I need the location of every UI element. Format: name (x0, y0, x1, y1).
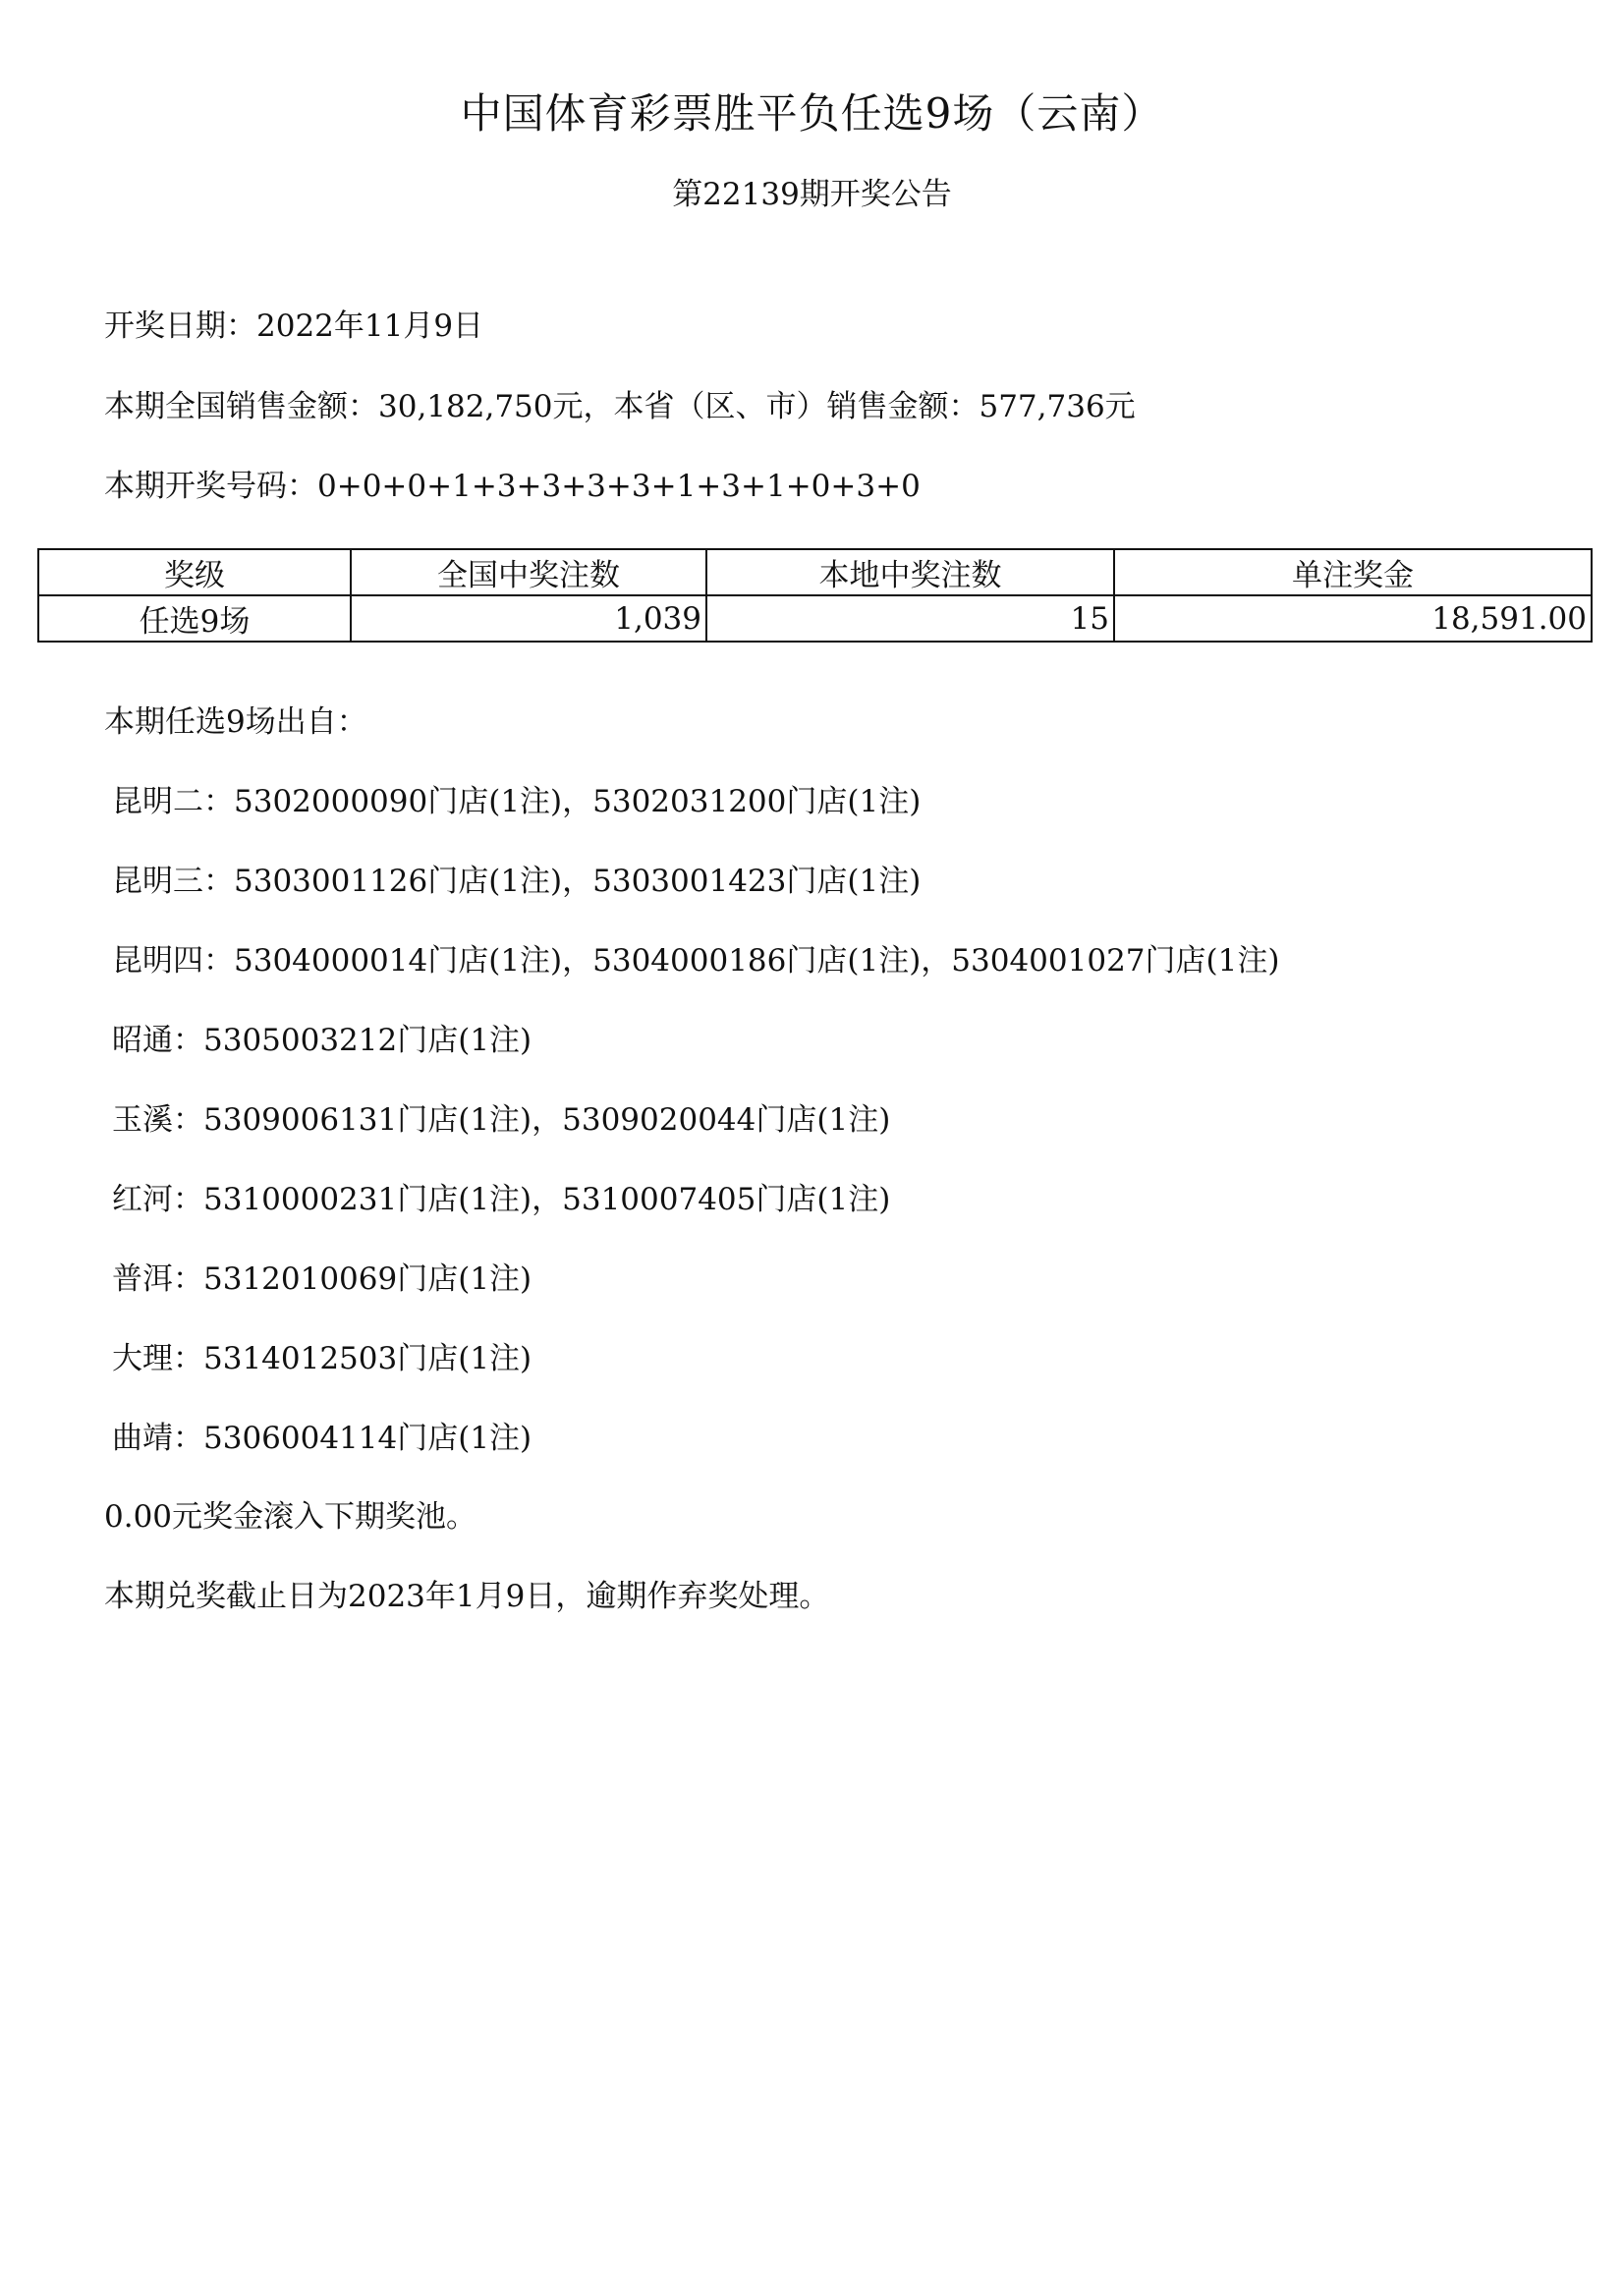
winner-line: 昆明三：5303001126门店(1注)，5303001423门店(1注) (112, 864, 922, 899)
table-row (38, 595, 1592, 642)
winner-line: 曲靖：5306004114门店(1注) (112, 1421, 532, 1456)
header-national-winners: 全国中奖注数 (351, 549, 706, 595)
cell-prize-amount: 18,591.00 (1114, 595, 1592, 642)
header-prize-level: 奖级 (38, 549, 351, 595)
rollover-note: 0.00元奖金滚入下期奖池。 (104, 1499, 477, 1535)
winner-line: 昆明二：5302000090门店(1注)，5302031200门店(1注) (112, 784, 922, 819)
winner-line: 普洱：5312010069门店(1注) (112, 1261, 532, 1297)
winner-line: 玉溪：5309006131门店(1注)，5309020044门店(1注) (112, 1102, 891, 1138)
cell-national-winners: 1,039 (351, 595, 706, 642)
winners-heading: 本期任选9场出自： (104, 704, 367, 740)
draw-date: 开奖日期：2022年11月9日 (104, 308, 484, 344)
sales-amount: 本期全国销售金额：30,182,750元，本省（区、市）销售金额：577,736元 (104, 389, 1136, 424)
header-local-winners: 本地中奖注数 (706, 549, 1114, 595)
table-header-row (38, 549, 1592, 595)
winner-line: 昆明四：5304000014门店(1注)，5304000186门店(1注)，5304001027门店(1注) (112, 943, 1280, 979)
winner-line: 红河：5310000231门店(1注)，5310007405门店(1注) (112, 1182, 891, 1217)
cell-prize-level: 任选9场 (38, 595, 351, 642)
winning-numbers: 本期开奖号码：0+0+0+1+3+3+3+3+1+3+1+0+3+0 (104, 469, 921, 504)
prize-table (37, 548, 1593, 643)
page-title: 中国体育彩票胜平负任选9场（云南） (460, 89, 1164, 138)
winner-line: 昭通：5305003212门店(1注) (112, 1023, 532, 1058)
issue-subtitle: 第22139期开奖公告 (672, 177, 952, 212)
header-prize-amount: 单注奖金 (1114, 549, 1592, 595)
claim-deadline: 本期兑奖截止日为2023年1月9日，逾期作弃奖处理。 (104, 1579, 830, 1614)
winner-line: 大理：5314012503门店(1注) (112, 1341, 532, 1376)
cell-local-winners: 15 (706, 595, 1114, 642)
